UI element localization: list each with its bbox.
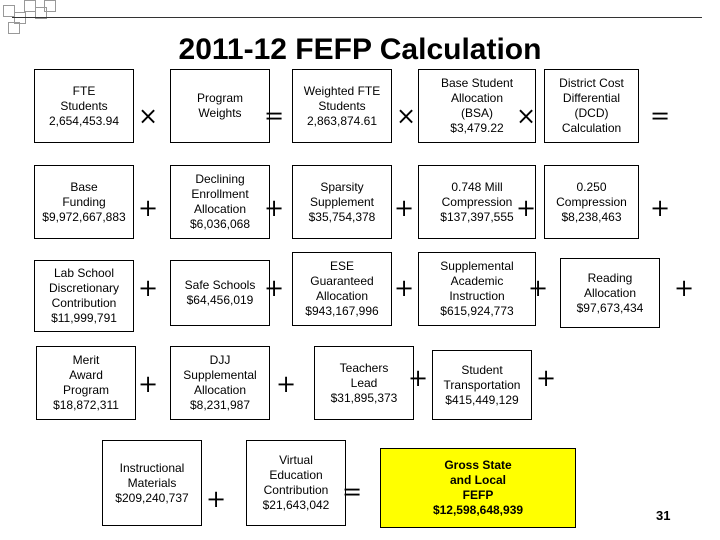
calc-component-box [432, 350, 532, 420]
box-text-line: Lab School [53, 266, 115, 280]
box-text-line: Award [69, 368, 103, 382]
box-text-line: Calculation [561, 121, 622, 135]
corner-square [8, 22, 20, 34]
box-text-line: 2,863,874.61 [306, 113, 378, 128]
box-text-line: $8,231,987 [189, 398, 251, 412]
box-text-line: Allocation [193, 383, 247, 397]
multiply-operator: × [515, 102, 537, 130]
box-text-line: District Cost [559, 76, 624, 90]
multiply-operator: × [137, 102, 159, 130]
plus-operator: + [649, 194, 671, 222]
calc-component-box [34, 69, 134, 143]
plus-operator: + [137, 370, 159, 398]
box-text-line: 0.748 Mill [451, 179, 503, 194]
box-text-line: 0.250 [576, 179, 607, 194]
calc-component-box [292, 165, 392, 239]
box-text-line: $31,895,373 [330, 390, 398, 405]
box-text-line: Enrollment [191, 187, 249, 201]
box-text-line: Supplemental [183, 368, 257, 382]
box-text-line: $11,999,791 [51, 311, 117, 325]
plus-operator: + [205, 485, 227, 513]
calc-component-box [418, 252, 536, 326]
box-text-line: $137,397,555 [440, 209, 514, 224]
calc-component-box [292, 252, 392, 326]
box-text-line: Compression [556, 194, 627, 209]
plus-operator: + [275, 370, 297, 398]
box-text-line: Supplemental [440, 259, 514, 273]
box-text-line: (DCD) [574, 106, 609, 120]
calc-component-box [292, 69, 392, 143]
page-title: 2011-12 FEFP Calculation [178, 33, 542, 66]
calc-component-box [170, 260, 270, 326]
plus-operator: + [407, 364, 429, 392]
box-text-line: $615,924,773 [440, 304, 514, 318]
box-text-line: Program [62, 383, 109, 397]
box-text-line: Differential [562, 91, 621, 105]
box-text-line: $12,598,648,939 [432, 503, 524, 517]
box-text-line: Declining [195, 172, 245, 186]
box-text-line: Discretionary [48, 281, 120, 295]
calc-component-box [36, 346, 136, 420]
box-text-line: $3,479.22 [450, 121, 504, 135]
calc-component-box [560, 258, 660, 328]
box-text-line: DJJ [209, 353, 231, 367]
box-text-line: $943,167,996 [305, 304, 379, 318]
box-text-line: Guaranteed [310, 274, 374, 288]
box-text-line: Weights [198, 106, 242, 120]
calc-component-box [170, 346, 270, 420]
box-text-line: Allocation [450, 91, 504, 105]
calc-component-box [102, 440, 202, 526]
plus-operator: + [527, 274, 549, 302]
box-text-line: Transportation [443, 377, 521, 392]
box-text-line: and Local [449, 473, 506, 487]
calc-component-box [170, 165, 270, 239]
box-text-line: Sparsity [320, 179, 364, 194]
box-text-line: Instructional [119, 460, 185, 475]
plus-operator: + [263, 194, 285, 222]
box-text-line: FEFP [462, 488, 494, 502]
corner-square [44, 0, 56, 12]
box-text-line: $18,872,311 [53, 398, 119, 412]
plus-operator: + [263, 274, 285, 302]
box-text-line: Virtual [279, 453, 313, 467]
box-text-line: Students [60, 98, 108, 113]
box-text-line: Teachers [339, 360, 389, 375]
box-text-line: ESE [329, 259, 354, 273]
equals-operator: = [341, 478, 363, 506]
box-text-line: Allocation [193, 202, 247, 216]
box-text-line: Allocation [583, 285, 637, 300]
calc-component-box [544, 165, 639, 239]
plus-operator: + [535, 364, 557, 392]
box-text-line: Contribution [263, 483, 329, 497]
calc-component-box [170, 69, 270, 143]
box-text-line: Gross State [444, 458, 512, 472]
box-text-line: Student [461, 362, 503, 377]
plus-operator: + [393, 194, 415, 222]
box-text-line: $21,643,042 [262, 498, 330, 512]
multiply-operator: × [395, 102, 417, 130]
box-text-line: $6,036,068 [189, 217, 251, 231]
box-text-line: Supplement [309, 194, 375, 209]
equals-operator: = [649, 102, 671, 130]
box-text-line: Contribution [51, 296, 117, 310]
box-text-line: Program [196, 91, 243, 105]
calc-component-box [34, 260, 134, 332]
calc-component-box [34, 165, 134, 239]
box-text-line: Merit [72, 353, 100, 367]
box-text-line: (BSA) [460, 106, 493, 120]
box-text-line: $415,449,129 [445, 392, 519, 407]
box-text-line: Compression [441, 194, 513, 209]
gross-fefp-total-box [380, 448, 576, 528]
box-text-line: $64,456,019 [186, 293, 254, 307]
top-rule [12, 17, 702, 18]
box-text-line: $8,238,463 [561, 209, 622, 224]
box-text-line: Weighted FTE [303, 83, 381, 98]
box-text-line: Instruction [449, 289, 505, 303]
box-text-line: Funding [62, 194, 106, 209]
equals-operator: = [263, 102, 285, 130]
plus-operator: + [137, 274, 159, 302]
box-text-line: Allocation [315, 289, 369, 303]
box-text-line: Base Student [440, 76, 514, 90]
box-text-line: Materials [127, 475, 177, 490]
box-text-line: $35,754,378 [308, 209, 376, 224]
box-text-line: $9,972,667,883 [42, 209, 126, 224]
box-text-line: FTE [72, 83, 96, 98]
box-text-line: 2,654,453.94 [48, 113, 120, 128]
box-text-line: Lead [350, 375, 378, 390]
box-text-line: Education [269, 468, 323, 482]
box-text-line: Reading [587, 270, 633, 285]
box-text-line: Academic [450, 274, 504, 288]
plus-operator: + [137, 194, 159, 222]
box-text-line: $97,673,434 [576, 300, 644, 315]
box-text-line: Base [70, 179, 98, 194]
page-number: 31 [656, 508, 671, 523]
plus-operator: + [393, 274, 415, 302]
box-text-line: $209,240,737 [115, 490, 189, 505]
calc-component-box [544, 69, 639, 143]
calc-component-box [246, 440, 346, 526]
box-text-line: Safe Schools [184, 278, 256, 292]
box-text-line: Students [318, 98, 366, 113]
plus-operator: + [673, 274, 695, 302]
plus-operator: + [515, 194, 537, 222]
calc-component-box [314, 346, 414, 420]
